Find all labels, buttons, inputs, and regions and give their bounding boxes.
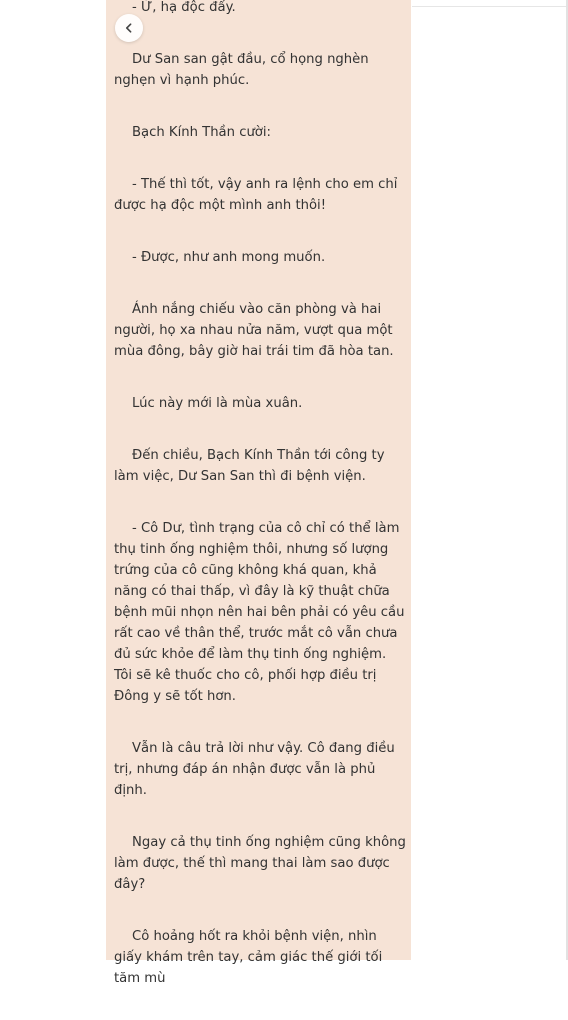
story-paragraph: - Cô Dư, tình trạng của cô chỉ có thể làm thụ tinh ống nghiệm thôi, nhưng số lượng trứng của cô cũng không khá quan, khả năng có thai thấp, vì đây là kỹ thuật chữa bệnh mũi nhọn nên hai bên phải có yêu cầu rất cao về thân thể, trước mắt cô vẫn chưa đủ sức khỏe để làm thụ tinh ống nghiệm. Tôi sẽ kê thuốc cho cô, phối hợp điều trị Đông y sẽ tốt hơn.	[114, 521, 405, 704]
story-paragraph: Đến chiều, Bạch Kính Thần tới công ty làm việc, Dư San San thì đi bệnh viện.	[114, 448, 385, 484]
story-paragraph: Bạch Kính Thần cười:	[132, 125, 271, 140]
story-paragraph: Dư San san gật đầu, cổ họng nghèn nghẹn vì hạnh phúc.	[114, 52, 369, 88]
story-paragraph: - Ừ, hạ độc đấy.	[132, 0, 236, 15]
story-paragraph: Vẫn là câu trả lời như vậy. Cô đang điều trị, nhưng đáp án nhận được vẫn là phủ định.	[114, 741, 395, 798]
story-paragraph: Ánh nắng chiếu vào căn phòng và hai người, họ xa nhau nửa năm, vượt qua một mùa đông, bây giờ hai trái tim đã hòa tan.	[114, 302, 394, 359]
story-text	[114, 0, 406, 1020]
back-button[interactable]	[115, 14, 143, 42]
divider	[412, 6, 568, 7]
story-paragraph: Ngay cả thụ tinh ống nghiệm cũng không làm được, thế thì mang thai làm sao được đây?	[114, 835, 406, 892]
story-paragraph: - Thế thì tốt, vậy anh ra lệnh cho em chỉ được hạ độc một mình anh thôi!	[114, 177, 398, 213]
reader-content-panel[interactable]	[106, 0, 411, 986]
story-paragraph: Lúc này mới là mùa xuân.	[132, 396, 303, 411]
chevron-left-icon	[123, 22, 135, 34]
story-paragraph: Cô hoảng hốt ra khỏi bệnh viện, nhìn giấy khám trên tay, cảm giác thế giới tối tăm mù	[114, 929, 383, 986]
story-paragraph: - Được, như anh mong muốn.	[132, 250, 326, 265]
